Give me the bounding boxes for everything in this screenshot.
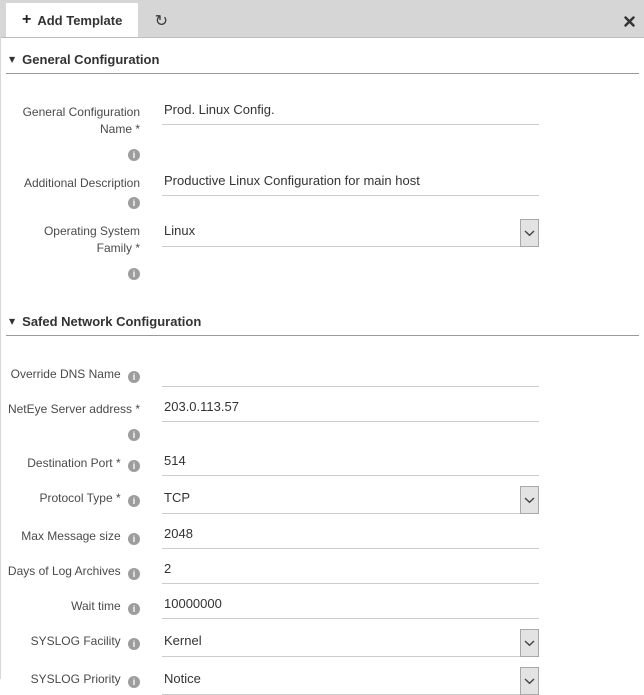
select-value: Kernel: [164, 633, 202, 648]
destination-port-input[interactable]: [162, 451, 539, 476]
field-value: [162, 667, 539, 695]
icon-row: [6, 424, 140, 441]
info-icon[interactable]: i: [128, 495, 140, 507]
info-icon[interactable]: i: [128, 460, 140, 472]
field-label: [6, 559, 140, 584]
syslog-facility-select[interactable]: [162, 629, 539, 657]
info-icon[interactable]: i: [128, 371, 140, 383]
select-dropdown-button[interactable]: [520, 219, 539, 247]
field-label-text: Protocol Type *: [39, 491, 121, 505]
field-value: [162, 219, 539, 280]
field-value: [162, 171, 539, 209]
field-label-text: Max Message size: [21, 529, 121, 543]
field-additional-description: [6, 171, 639, 209]
field-label: [6, 100, 140, 161]
form-content: [1, 38, 644, 695]
field-label: [6, 524, 140, 549]
collapse-arrow-icon: ▼: [9, 316, 16, 326]
field-wait-time: [6, 594, 639, 619]
field-label: [6, 667, 140, 695]
info-icon[interactable]: i: [128, 429, 140, 441]
field-value: [162, 594, 539, 619]
info-icon[interactable]: i: [128, 603, 140, 615]
wait-time-input[interactable]: [162, 594, 539, 619]
refresh-icon: ↻: [154, 10, 169, 30]
field-label-text: Days of Log Archives: [7, 564, 121, 578]
close-icon: [624, 16, 635, 27]
field-syslog-priority: [6, 667, 639, 695]
field-label: [6, 486, 140, 514]
field-value: [162, 451, 539, 476]
info-icon[interactable]: i: [128, 533, 140, 545]
field-value: [162, 559, 539, 584]
icon-row: [6, 144, 140, 161]
chevron-down-icon: [524, 230, 535, 237]
section-safed-network-configuration: [6, 314, 639, 695]
collapse-arrow-icon: ▼: [9, 54, 16, 64]
info-icon[interactable]: i: [128, 638, 140, 650]
info-icon[interactable]: i: [128, 676, 140, 688]
icon-row: [6, 263, 140, 280]
field-label: [6, 171, 140, 209]
field-days-of-log-archives: [6, 559, 639, 584]
max-message-size-input[interactable]: [162, 524, 539, 549]
field-override-dns-name: [6, 362, 639, 387]
syslog-priority-select[interactable]: [162, 667, 539, 695]
field-destination-port: [6, 451, 639, 476]
field-protocol-type: [6, 486, 639, 514]
section-header-safed-network-configuration[interactable]: [6, 314, 639, 336]
field-value: [162, 362, 539, 387]
field-general-configuration-name: [6, 100, 639, 161]
field-label-text: Additional Description: [23, 176, 140, 190]
field-label-text: NetEye Server address *: [7, 402, 140, 416]
operating-system-family-select[interactable]: [162, 219, 539, 247]
tab-add-template[interactable]: [6, 3, 138, 37]
neteye-server-address-input[interactable]: [162, 397, 539, 422]
field-neteye-server-address: [6, 397, 639, 441]
close-button[interactable]: [622, 14, 636, 28]
refresh-button[interactable]: [138, 3, 184, 37]
info-icon[interactable]: i: [128, 568, 140, 580]
days-of-log-archives-input[interactable]: [162, 559, 539, 584]
section-header-general-configuration[interactable]: [6, 52, 639, 74]
select-value: TCP: [164, 490, 190, 505]
select-value: Linux: [164, 223, 196, 238]
field-value: [162, 397, 539, 441]
field-value: [162, 524, 539, 549]
select-value: Notice: [164, 671, 201, 686]
protocol-type-select[interactable]: [162, 486, 539, 514]
field-value: [162, 100, 539, 161]
tab-bar: [1, 0, 644, 38]
plus-icon: +: [22, 11, 32, 28]
field-label-text: Destination Port *: [27, 456, 121, 470]
field-label: [6, 629, 140, 657]
section-body: [6, 74, 639, 280]
field-label: [6, 451, 140, 476]
field-label: [6, 219, 140, 280]
section-title: General Configuration: [22, 52, 160, 67]
select-dropdown-button[interactable]: [520, 667, 539, 695]
chevron-down-icon: [524, 640, 535, 647]
chevron-down-icon: [524, 497, 535, 504]
field-operating-system-family: [6, 219, 639, 280]
field-syslog-facility: [6, 629, 639, 657]
field-max-message-size: [6, 524, 639, 549]
field-label: [6, 362, 140, 387]
general-configuration-name-input[interactable]: [162, 100, 539, 125]
field-label-text: SYSLOG Facility: [30, 634, 121, 648]
section-general-configuration: [6, 52, 639, 280]
field-label-text: Operating System Family *: [43, 224, 140, 255]
select-dropdown-button[interactable]: [520, 486, 539, 514]
field-label-text: Override DNS Name: [10, 367, 121, 381]
field-label: [6, 594, 140, 619]
tab-label: Add Template: [37, 12, 123, 28]
section-title: Safed Network Configuration: [22, 314, 202, 329]
additional-description-input[interactable]: [162, 171, 539, 196]
info-icon[interactable]: i: [128, 149, 140, 161]
select-dropdown-button[interactable]: [520, 629, 539, 657]
field-label-text: SYSLOG Priority: [30, 672, 121, 686]
section-body: [6, 336, 639, 695]
field-label: [6, 397, 140, 441]
field-value: [162, 629, 539, 657]
field-label-text: General Configuration Name *: [22, 105, 140, 136]
field-label-text: Wait time: [71, 599, 121, 613]
info-icon[interactable]: i: [128, 268, 140, 280]
info-icon[interactable]: i: [128, 197, 140, 209]
field-value: [162, 486, 539, 514]
override-dns-name-input[interactable]: [162, 362, 539, 387]
